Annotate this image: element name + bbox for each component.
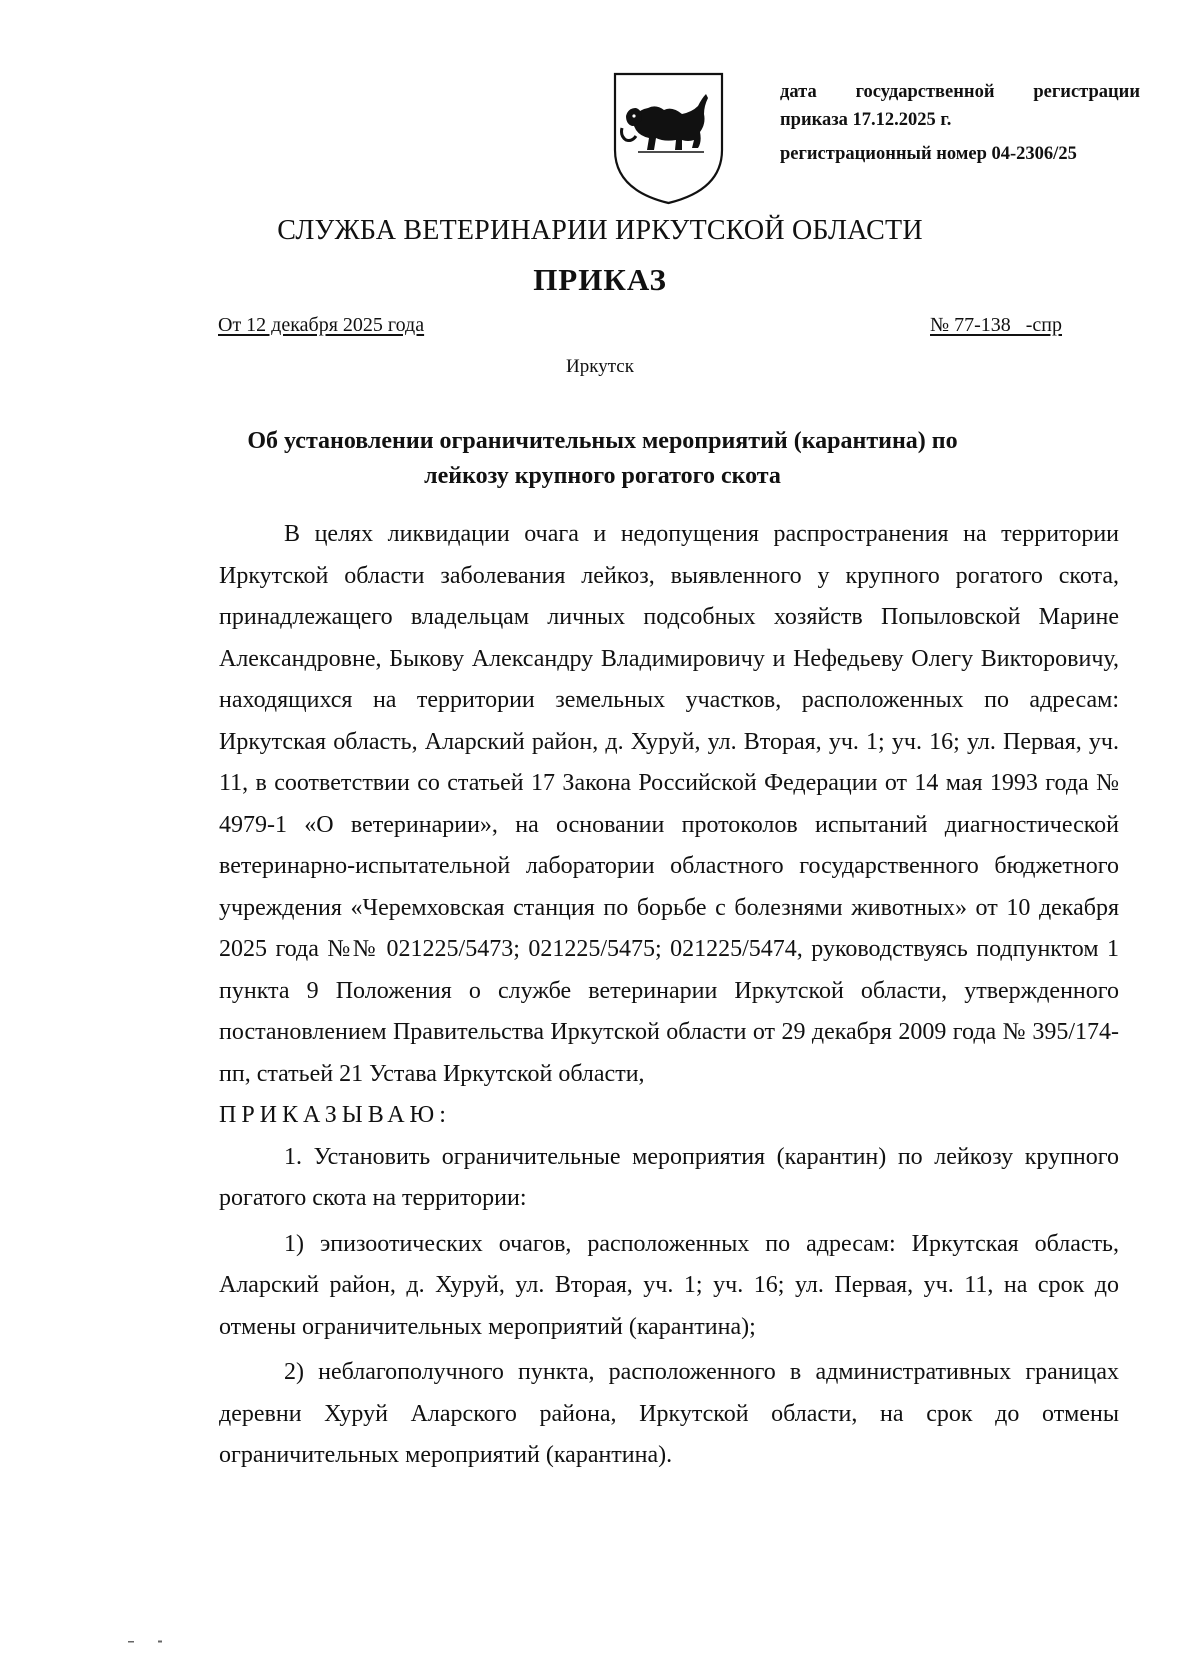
document-title	[240, 424, 965, 494]
title-line-2: лейкозу крупного рогатого скота	[424, 463, 781, 489]
coat-of-arms-icon	[612, 72, 725, 205]
preamble-paragraph: В целях ликвидации очага и недопущения распространения на территории Иркутской области заболевания лейкоз, выявленного у крупного рогатого скота, принадлежащего владельцам личных подсобных хозяйств Попыловской Марине Александровне, Быкову Александру Владимировичу и Нефедьеву Олегу Викторовичу, находящихся на территории земельных участков, расположенных по адресам: Иркутская область, Аларский район, д. Хуруй, ул. Вторая, уч. 1; уч. 16; ул. Первая, уч. 11, в соответствии со статьей 17 Закона Российской Федерации от 14 мая 1993 года № 4979-1 «О ветеринарии», на основании протоколов испытаний диагностической ветеринарно-испытательной лаборатории областного государственного бюджетного учреждения «Черемховская станция по борьбе с болезнями животных» от 10 декабря 2025 года №№ 021225/5473; 021225/5475; 021225/5474, руководствуясь подпунктом 1 пункта 9 Положения о службе ветеринарии Иркутской области, утвержденного постановлением Правительства Иркутской области от 29 декабря 2009 года № 395/174-пп, статьей 21 Устава Иркутской области,	[219, 521, 1119, 1087]
agency-name: СЛУЖБА ВЕТЕРИНАРИИ ИРКУТСКОЙ ОБЛАСТИ	[277, 215, 923, 246]
clause-1-subitem-2: 2) неблагополучного пункта, расположенного в административных границах деревни Хуруй Аларского района, Иркутской области, на срок до отмены ограничительных мероприятий (карантина).	[219, 1359, 1119, 1468]
title-line-1: Об установлении ограничительных мероприятий (карантина) по	[247, 428, 958, 454]
document-type: ПРИКАЗ	[533, 262, 667, 297]
clause-1-subitem-1: 1) эпизоотических очагов, расположенных по адресам: Иркутская область, Аларский район, д. Хуруй, ул. Вторая, уч. 1; уч. 16; ул. Первая, уч. 11, на срок до отмены ограничительных мероприятий (карантина);	[219, 1230, 1119, 1340]
clause-1: 1. Установить ограничительные мероприятия (карантин) по лейкозу крупного рогатого скота на территории:	[219, 1143, 1119, 1211]
scan-speck	[128, 1640, 168, 1644]
registration-line-2: приказа 17.12.2025 г.	[780, 110, 952, 130]
registration-stamp	[780, 78, 1140, 168]
order-word: ПРИКАЗЫВАЮ:	[219, 1102, 451, 1128]
registration-number: регистрационный номер 04-2306/25	[780, 144, 1077, 164]
order-number: № 77-138 -спр	[930, 314, 1062, 336]
registration-line-1: дата государственной регистрации	[780, 82, 1140, 102]
document-body	[219, 514, 1119, 1477]
order-date: От 12 декабря 2025 года	[218, 314, 425, 336]
order-city: Иркутск	[566, 356, 634, 377]
